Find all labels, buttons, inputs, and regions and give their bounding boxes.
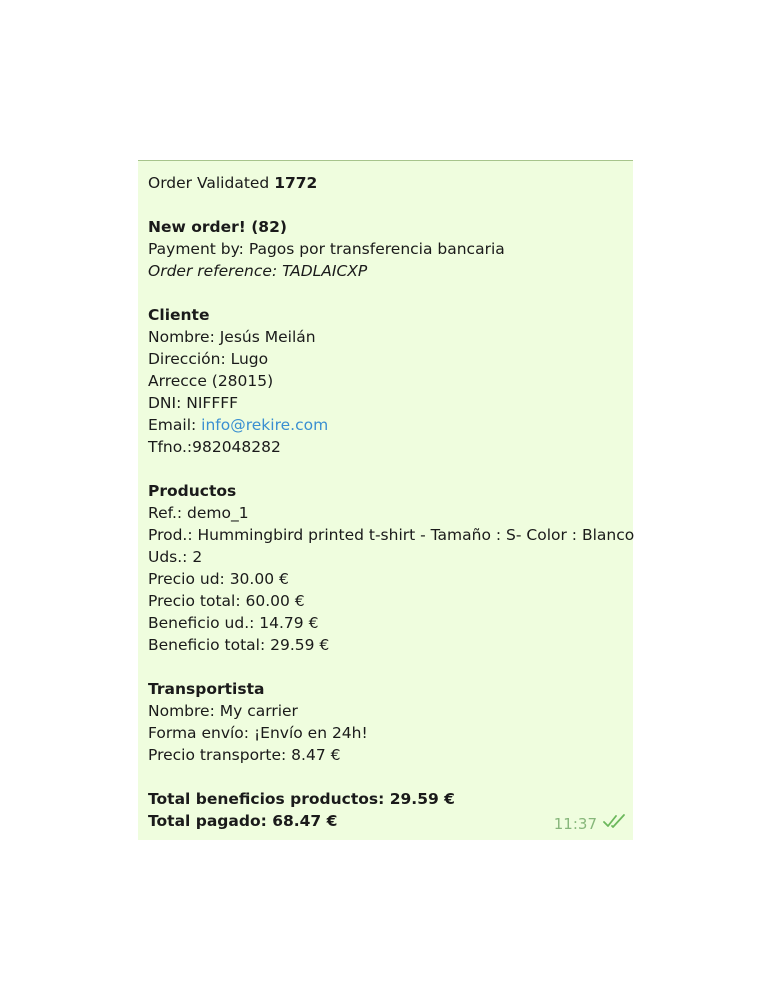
total-beneficios: Total beneficios productos: 29.59 € <box>148 790 455 808</box>
producto-nombre: Prod.: Hummingbird printed t-shirt - Tamaño : S- Color : Blanco <box>148 526 635 544</box>
email-link[interactable]: info@rekire.com <box>201 416 329 434</box>
message-time: 11:37 <box>553 815 597 833</box>
producto-precio-ud: Precio ud: 30.00 € <box>148 570 289 588</box>
cliente-ciudad: Arrecce (28015) <box>148 372 274 390</box>
transportista-forma-envio: Forma envío: ¡Envío en 24h! <box>148 724 368 742</box>
new-order-heading: New order! (82) <box>148 218 287 236</box>
cliente-nombre: Nombre: Jesús Meilán <box>148 328 316 346</box>
producto-beneficio-ud: Beneficio ud.: 14.79 € <box>148 614 319 632</box>
cliente-telefono: Tfno.:982048282 <box>148 438 281 456</box>
transportista-precio: Precio transporte: 8.47 € <box>148 746 341 764</box>
total-pagado: Total pagado: 68.47 € <box>148 812 338 830</box>
cliente-email-line <box>148 414 623 436</box>
order-number: 1772 <box>274 174 318 192</box>
message-bubble <box>138 160 633 840</box>
cliente-direccion: Dirección: Lugo <box>148 350 269 368</box>
transportista-nombre: Nombre: My carrier <box>148 702 298 720</box>
double-check-icon <box>603 813 627 835</box>
producto-beneficio-total: Beneficio total: 29.59 € <box>148 636 330 654</box>
payment-method: Payment by: Pagos por transferencia bancaria <box>148 240 505 258</box>
cliente-dni: DNI: NIFFFF <box>148 394 239 412</box>
order-validated-line <box>148 172 623 194</box>
email-label: Email: <box>148 416 202 434</box>
order-validated-label: Order Validated <box>148 174 275 192</box>
cliente-heading: Cliente <box>148 306 210 324</box>
producto-ref: Ref.: demo_1 <box>148 504 249 522</box>
order-reference: Order reference: TADLAICXP <box>148 262 368 280</box>
message-meta <box>554 813 627 835</box>
producto-unidades: Uds.: 2 <box>148 548 203 566</box>
producto-precio-total: Precio total: 60.00 € <box>148 592 305 610</box>
transportista-heading: Transportista <box>148 680 265 698</box>
productos-heading: Productos <box>148 482 237 500</box>
